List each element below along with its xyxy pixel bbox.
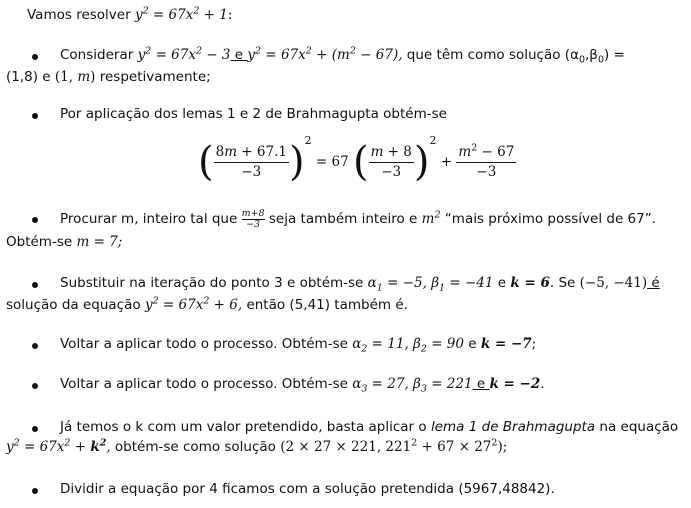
item1-eq1: $y^2 = 67x^2 - 3$ <box>137 45 231 63</box>
item5-eq-k: k = −7 <box>480 336 532 352</box>
item4-eq-k: k = 6 <box>510 275 550 291</box>
item4-eq-alpha-beta: $\alpha_1 = -5$, $\beta_1 = -41$ <box>367 275 494 294</box>
bullet-4 <box>32 282 38 288</box>
item1-line1: Considerar $y^2 = 67x^2 - 3$ e $y^2 = 67x^2 + (m^2 - 67)$, que têm como solução $(\alpha_0,\beta_0)$ = <box>60 45 625 66</box>
item2-line: Por aplicação dos lemas 1 e 2 de Brahmagupta obtém-se <box>60 106 447 122</box>
formula-equals: = 67 <box>315 154 349 170</box>
item6-line: Voltar a aplicar todo o processo. Obtém-se $\alpha_3 = 27$, $\beta_3 = 221$ e k = −2. <box>60 376 545 395</box>
item6-eq-alpha-beta: $\alpha_3 = 27$, $\beta_3 = 221$ <box>352 376 473 395</box>
f3-denominator: −3 <box>456 162 516 182</box>
intro-line: Vamos resolver $y^2 = 67x^2 + 1$: <box>27 5 233 23</box>
item1-eq2: $y^2 = 67x^2 + (m^2 - 67)$, <box>247 45 403 63</box>
f2-denominator: −3 <box>369 162 414 182</box>
item5-line: Voltar a aplicar todo o processo. Obtém-se $\alpha_2 = 11$, $\beta_2 = 90$ e k = −7; <box>60 336 537 355</box>
item5-eq-alpha-beta: $\alpha_2 = 11$, $\beta_2 = 90$ <box>352 336 464 355</box>
item3-line1: Procurar m, inteiro tal que $\frac{m+8}{-3}$ seja também inteiro e $m^2$ “mais próximo possível de 67”. <box>60 207 657 230</box>
item7-line2: $y^2 = 67x^2 + k^2$, obtém-se como solução (2 × 27 × 221, $221^2 + 67 \times 27^2$); <box>6 437 508 455</box>
item4-line2: solução da equação $y^2 = 67x^2 + 6$, então (5,41) também é. <box>6 295 408 313</box>
item3-small-fraction: $\frac{m+8}{-3}$ <box>241 207 265 230</box>
item4-line1: Substituir na iteração do ponto 3 e obtém-se $\alpha_1 = -5$, $\beta_1 = -41$ e k = 6. Se (−5, −41) é <box>60 275 660 294</box>
bullet-2 <box>32 113 38 119</box>
bullet-3 <box>32 217 38 223</box>
bullet-1 <box>32 54 38 60</box>
f1-numerator: 8m + 67.1 <box>215 143 287 160</box>
bullet-6 <box>32 383 38 389</box>
brahmagupta-formula: ( $\frac{8m + 67.1}{-3}$ )$^2$ = 67 ( $\frac{m + 8}{-3}$ )$^2$ + $\frac{m^2 - 67}{-3}$ <box>198 134 515 185</box>
item4-line2-eq: $y^2 = 67x^2 + 6$, <box>144 295 243 313</box>
item3-line2: Obtém-se m = 7; <box>6 234 123 250</box>
bullet-8 <box>32 488 38 494</box>
bullet-7 <box>32 426 38 432</box>
f2-numerator: m + 8 <box>370 143 412 160</box>
item1-line2-eq: (1, m) <box>54 69 96 85</box>
item7-line1: Já temos o k com um valor pretendido, basta aplicar o lema 1 de Brahmagupta na equação <box>60 419 679 435</box>
item8-line: Dividir a equação por 4 ficamos com a solução pretendida (5967,48842). <box>60 481 555 497</box>
item1-line2: (1,8) e (1, m) respetivamente; <box>6 69 211 85</box>
item7-line2-eq: $y^2 = 67x^2 + k^2$, <box>6 437 111 455</box>
intro-equation: $y^2 = 67x^2 + 1$ <box>134 5 228 23</box>
lema-reference: lema 1 de Brahmagupta <box>430 419 596 435</box>
f1-denominator: −3 <box>214 162 289 182</box>
item3-eq: $m^2$ <box>421 209 441 227</box>
bullet-5 <box>32 343 38 349</box>
item3-line2-eq: m = 7; <box>76 234 123 250</box>
intro-text: Vamos resolver <box>27 7 135 23</box>
f3-numerator: $m^2 - 67$ <box>458 142 515 160</box>
item6-eq-k: k = −2 <box>489 376 541 392</box>
